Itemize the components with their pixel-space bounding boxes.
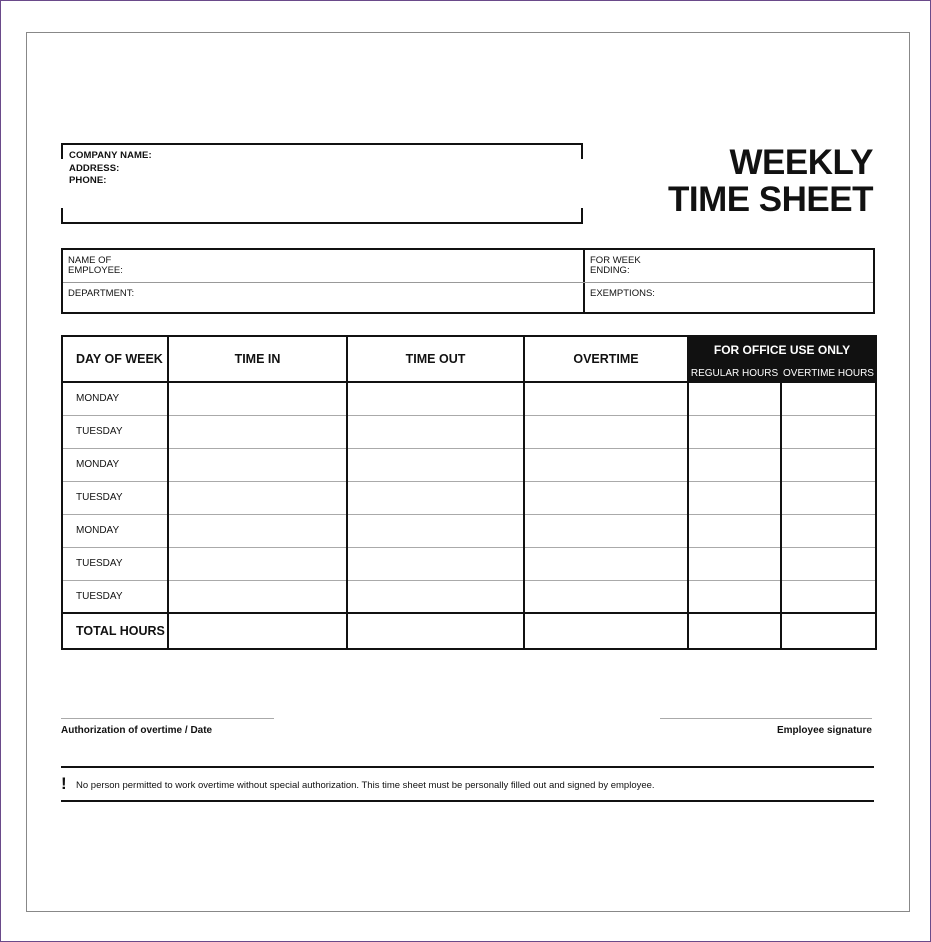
authorization-signature-line[interactable] xyxy=(61,718,274,719)
header-time-out: TIME OUT xyxy=(347,336,524,382)
table-row xyxy=(62,382,876,415)
exemptions-label: EXEMPTIONS: xyxy=(590,288,655,299)
regular-hours-cell[interactable] xyxy=(688,382,781,415)
regular-hours-cell[interactable] xyxy=(688,514,781,547)
employee-info-box xyxy=(61,248,875,314)
exemptions-field[interactable] xyxy=(590,289,655,299)
time-out-cell[interactable] xyxy=(347,514,524,547)
day-cell: TUESDAY xyxy=(62,580,168,613)
time-in-cell[interactable] xyxy=(168,448,347,481)
time-table xyxy=(61,335,877,650)
address-label: ADDRESS: xyxy=(69,162,120,174)
day-cell: MONDAY xyxy=(62,382,168,415)
regular-hours-cell[interactable] xyxy=(688,547,781,580)
regular-hours-cell[interactable] xyxy=(688,481,781,514)
employee-signature-label: Employee signature xyxy=(776,725,872,736)
time-out-cell[interactable] xyxy=(347,481,524,514)
department-field[interactable] xyxy=(68,289,134,299)
time-out-cell[interactable] xyxy=(347,448,524,481)
week-ending-label-2: ENDING: xyxy=(590,265,630,276)
authorization-label: Authorization of overtime / Date xyxy=(61,725,213,736)
time-in-cell[interactable] xyxy=(168,580,347,613)
overtime-cell[interactable] xyxy=(524,481,688,514)
time-out-cell[interactable] xyxy=(347,415,524,448)
note-text: No person permitted to work overtime without special authorization. This time sheet must be personally filled out and signed by employee. xyxy=(76,780,655,791)
regular-hours-cell[interactable] xyxy=(688,415,781,448)
overtime-hours-cell[interactable] xyxy=(781,514,876,547)
overtime-hours-cell[interactable] xyxy=(781,382,876,415)
time-in-cell[interactable] xyxy=(168,382,347,415)
overtime-cell[interactable] xyxy=(524,580,688,613)
title-line-2: TIME SHEET xyxy=(667,180,873,219)
overtime-cell[interactable] xyxy=(524,514,688,547)
total-hours-label: TOTAL HOURS xyxy=(62,613,168,649)
day-cell: TUESDAY xyxy=(62,415,168,448)
table-row xyxy=(62,481,876,514)
week-ending-label-1: FOR WEEK xyxy=(590,255,641,266)
time-in-cell[interactable] xyxy=(168,415,347,448)
employee-name-label-1: NAME OF xyxy=(68,255,112,266)
total-overtime-hours-cell[interactable] xyxy=(781,613,876,649)
time-out-cell[interactable] xyxy=(347,547,524,580)
overtime-cell[interactable] xyxy=(524,448,688,481)
exclamation-icon: ! xyxy=(61,774,67,793)
employee-name-field[interactable] xyxy=(68,256,123,276)
table-row xyxy=(62,415,876,448)
header-day-of-week: DAY OF WEEK xyxy=(62,336,168,382)
total-row xyxy=(62,613,876,649)
time-in-cell[interactable] xyxy=(168,481,347,514)
day-cell: MONDAY xyxy=(62,448,168,481)
total-regular-hours-cell[interactable] xyxy=(688,613,781,649)
department-label: DEPARTMENT: xyxy=(68,288,135,299)
overtime-hours-cell[interactable] xyxy=(781,415,876,448)
company-name-label: COMPANY NAME: xyxy=(69,150,152,161)
overtime-hours-cell[interactable] xyxy=(781,580,876,613)
overtime-hours-cell[interactable] xyxy=(781,481,876,514)
header-regular-hours: REGULAR HOURS xyxy=(688,364,781,382)
info-horizontal-divider xyxy=(63,282,873,283)
regular-hours-cell[interactable] xyxy=(688,448,781,481)
header-overtime-hours: OVERTIME HOURS xyxy=(781,364,876,382)
overtime-cell[interactable] xyxy=(524,415,688,448)
overtime-cell[interactable] xyxy=(524,547,688,580)
employee-name-label-2: EMPLOYEE: xyxy=(68,265,123,276)
overtime-hours-cell[interactable] xyxy=(781,448,876,481)
header-office-use: FOR OFFICE USE ONLY xyxy=(688,336,876,364)
day-cell: TUESDAY xyxy=(62,547,168,580)
time-out-cell[interactable] xyxy=(347,580,524,613)
table-row xyxy=(62,514,876,547)
day-cell: MONDAY xyxy=(62,514,168,547)
phone-label: PHONE: xyxy=(69,175,107,186)
company-details-box xyxy=(61,143,583,224)
overtime-hours-cell[interactable] xyxy=(781,547,876,580)
week-ending-field[interactable] xyxy=(590,256,641,276)
employee-signature-line[interactable] xyxy=(660,718,872,719)
note-top-rule xyxy=(61,766,874,768)
header-overtime: OVERTIME xyxy=(524,336,688,382)
info-vertical-divider xyxy=(583,250,585,312)
time-in-cell[interactable] xyxy=(168,514,347,547)
table-row xyxy=(62,448,876,481)
note-bottom-rule xyxy=(61,800,874,802)
page-title xyxy=(668,144,873,218)
regular-hours-cell[interactable] xyxy=(688,580,781,613)
time-out-cell[interactable] xyxy=(347,382,524,415)
table-row xyxy=(62,547,876,580)
total-overtime-cell[interactable] xyxy=(524,613,688,649)
bracket-bottom xyxy=(61,208,583,224)
overtime-cell[interactable] xyxy=(524,382,688,415)
title-line-1: WEEKLY xyxy=(729,143,873,182)
time-in-cell[interactable] xyxy=(168,547,347,580)
day-cell: TUESDAY xyxy=(62,481,168,514)
company-lines xyxy=(69,150,152,188)
header-time-in: TIME IN xyxy=(168,336,347,382)
total-time-in-cell[interactable] xyxy=(168,613,347,649)
table-row xyxy=(62,580,876,613)
total-time-out-cell[interactable] xyxy=(347,613,524,649)
